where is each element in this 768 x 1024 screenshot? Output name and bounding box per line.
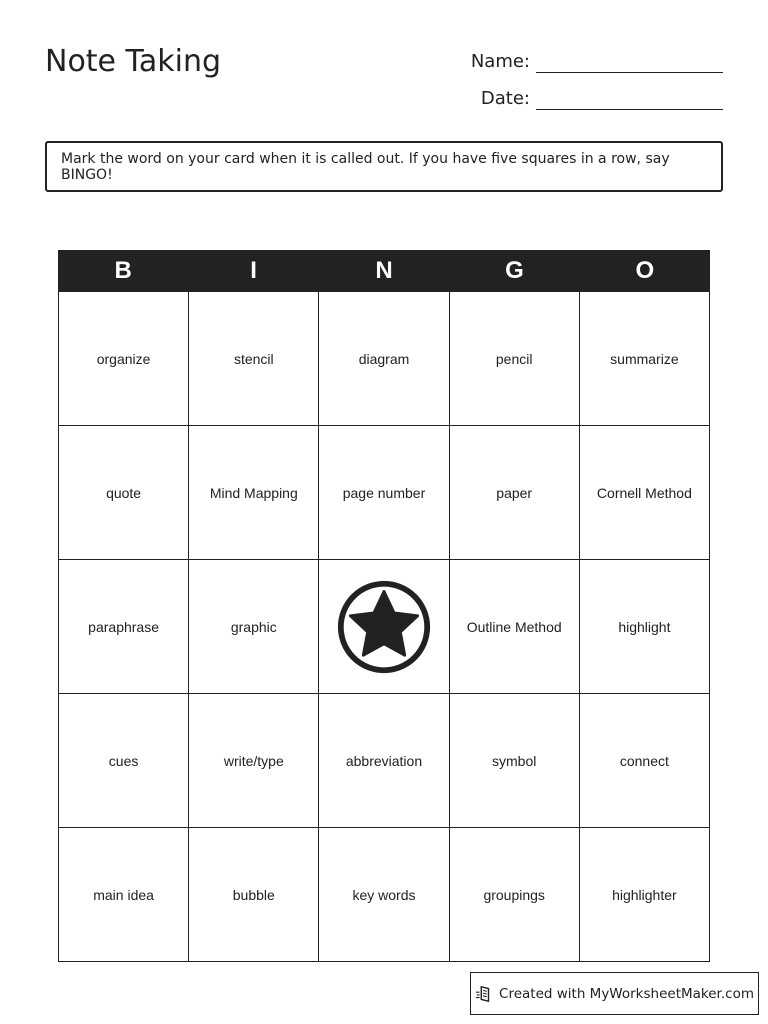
- bingo-cell: stencil: [189, 292, 319, 426]
- worksheet-maker-logo-icon: [475, 985, 493, 1003]
- bingo-cell: Mind Mapping: [189, 426, 319, 560]
- bingo-cell: quote: [59, 426, 189, 560]
- bingo-letter-n: N: [375, 256, 393, 284]
- free-space-cell: [319, 560, 449, 694]
- bingo-letter-i: I: [250, 256, 257, 284]
- bingo-cell: paper: [450, 426, 580, 560]
- bingo-cell: page number: [319, 426, 449, 560]
- bingo-cell: symbol: [450, 694, 580, 828]
- star-icon: [336, 579, 432, 675]
- bingo-cell: pencil: [450, 292, 580, 426]
- date-input-line: [536, 87, 723, 110]
- name-label: Name:: [470, 51, 530, 72]
- footer-credit-text: Created with MyWorksheetMaker.com: [499, 985, 754, 1002]
- bingo-grid: [58, 291, 710, 962]
- instructions-text: Mark the word on your card when it is called out. If you have five squares in a row, say BINGO!: [61, 150, 670, 183]
- page-title: Note Taking: [45, 44, 222, 79]
- bingo-letter-o: O: [635, 256, 655, 284]
- bingo-cell: graphic: [189, 560, 319, 694]
- bingo-cell: Cornell Method: [580, 426, 710, 560]
- bingo-cell: cues: [59, 694, 189, 828]
- bingo-card: [58, 250, 710, 962]
- date-label: Date:: [480, 88, 530, 109]
- bingo-cell: paraphrase: [59, 560, 189, 694]
- bingo-cell: summarize: [580, 292, 710, 426]
- bingo-cell: Outline Method: [450, 560, 580, 694]
- bingo-cell: diagram: [319, 292, 449, 426]
- bingo-cell: highlighter: [580, 828, 710, 962]
- bingo-cell: write/type: [189, 694, 319, 828]
- bingo-letter-b: B: [114, 256, 132, 284]
- name-field: [440, 50, 723, 73]
- bingo-cell: connect: [580, 694, 710, 828]
- bingo-cell: highlight: [580, 560, 710, 694]
- footer-credit-badge[interactable]: [470, 972, 759, 1015]
- bingo-cell: groupings: [450, 828, 580, 962]
- date-field: [440, 87, 723, 110]
- bingo-cell: main idea: [59, 828, 189, 962]
- bingo-header: [58, 250, 710, 291]
- bingo-cell: bubble: [189, 828, 319, 962]
- bingo-cell: organize: [59, 292, 189, 426]
- bingo-cell: key words: [319, 828, 449, 962]
- bingo-letter-g: G: [505, 256, 524, 284]
- bingo-cell: abbreviation: [319, 694, 449, 828]
- instructions-box: [45, 141, 723, 192]
- name-input-line: [536, 50, 723, 73]
